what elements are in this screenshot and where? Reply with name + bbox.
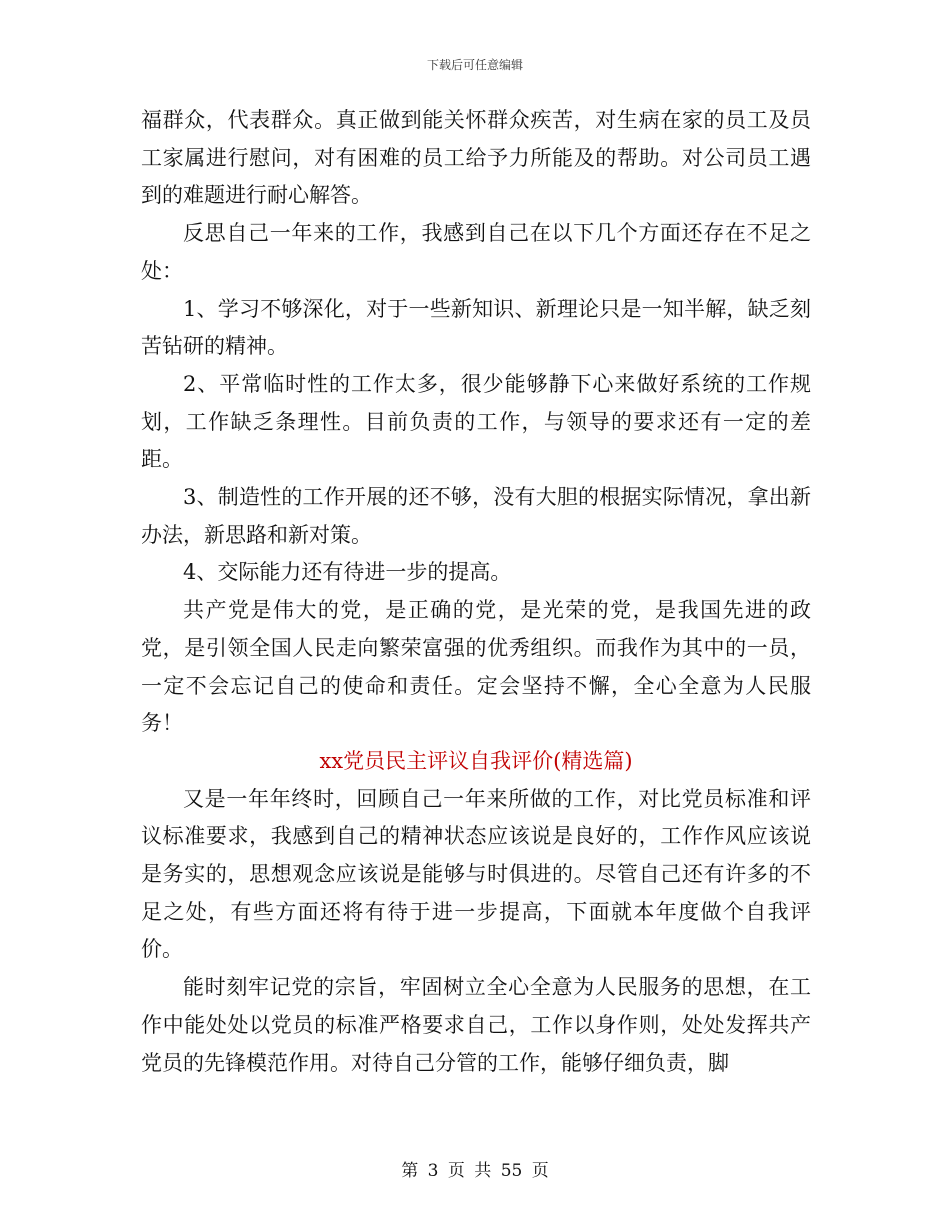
list-item: 3、制造性的工作开展的还不够，没有大胆的根据实际情况，拿出新办法，新思路和新对策。 [141,485,811,547]
page-header: 下载后可任意编辑 [426,58,523,72]
list-item: 2、平常临时性的工作太多，很少能够静下心来做好系统的工作规划，工作缺乏条理性。目前负责的工作，与领导的要求还有一定的差距。 [141,371,811,472]
page-footer: 第 3 页 共 55 页 [401,1161,549,1181]
paragraph: 能时刻牢记党的宗旨，牢固树立全心全意为人民服务的思想，在工作中能处处以党员的标准严格要求自己，工作以身作则，处处发挥共产党员的先锋模范作用。对待自己分管的工作，能够仔细负责，脚 [141,975,811,1075]
list-item: 4、交际能力还有待进一步的提高。 [183,560,512,585]
paragraph: 反思自己一年来的工作，我感到自己在以下几个方面还存在不足之处： [141,221,811,283]
section-title: xx党员民主评议自我评价(精选篇) [319,748,633,773]
paragraph: 共产党是伟大的党，是正确的党，是光荣的党，是我国先进的政党，是引领全国人民走向繁荣富强的优秀组织。而我作为其中的一员，一定不会忘记自己的使命和责任。定会坚持不懈，全心全意为人民服务！ [141,598,811,736]
paragraph: 福群众，代表群众。真正做到能关怀群众疾苦，对生病在家的员工及员工家属进行慰问，对有困难的员工给予力所能及的帮助。对公司员工遇到的难题进行耐心解答。 [141,108,811,208]
list-item: 1、学习不够深化，对于一些新知识、新理论只是一知半解，缺乏刻苦钻研的精神。 [141,296,811,359]
document-body [141,102,811,1082]
paragraph: 又是一年年终时，回顾自己一年来所做的工作，对比党员标准和评议标准要求，我感到自己的精神状态应该说是良好的，工作作风应该说是务实的，思想观念应该说是能够与时俱进的。尽管自己还有许多的不足之处，有些方面还将有待于进一步提高，下面就本年度做个自我评价。 [141,786,811,962]
